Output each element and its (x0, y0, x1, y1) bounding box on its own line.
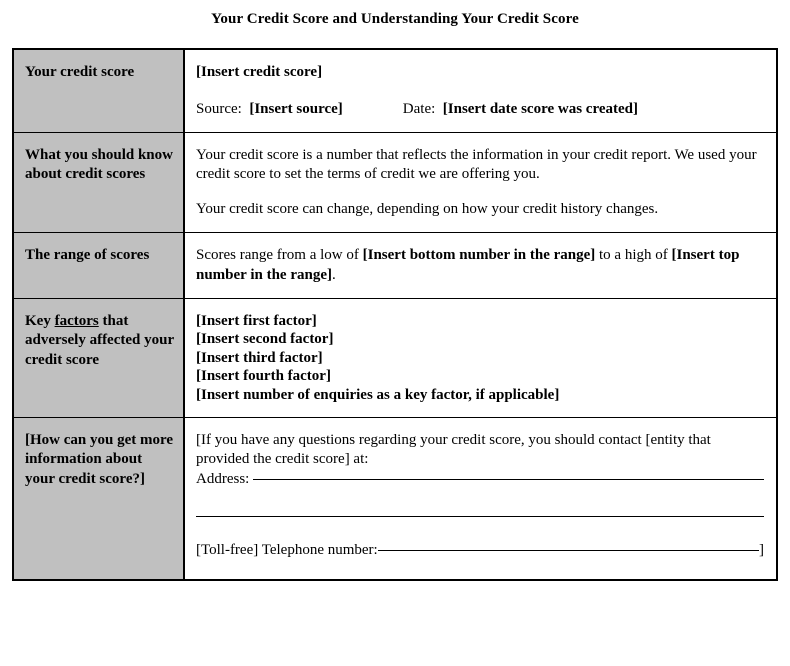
source-label: Source: (196, 100, 250, 117)
range-of-scores-sentence (196, 246, 764, 286)
page-title: Your Credit Score and Understanding Your Credit Score (211, 11, 579, 27)
credit-score-explanation-paragraph: Your credit score is a number that reflects the information in your credit report. We used your credit score to set the terms of credit we are offering you. (196, 146, 757, 183)
source-placeholder: [Insert source] (249, 100, 343, 117)
list-item: [Insert third factor] (196, 349, 323, 366)
row-label-what-you-should-know: What you should know about credit scores (13, 132, 184, 232)
row-label-more-information: [How can you get more information about your credit score?] (13, 417, 184, 580)
telephone-fill-line[interactable] (378, 550, 759, 551)
contact-instruction-text: [If you have any questions regarding your credit score, you should contact [entity that provided the credit score] at: (196, 431, 711, 468)
row-body-your-credit-score (184, 49, 777, 132)
row-body-key-factors (184, 298, 777, 417)
key-factors-label-post: that adversely affected your credit score (25, 312, 174, 368)
source-date-gap (343, 101, 403, 117)
table-row-your-credit-score (13, 49, 777, 132)
table-row-more-information (13, 417, 777, 580)
credit-score-placeholder: [Insert credit score] (196, 64, 323, 80)
range-top-placeholder: [Insert top number in the range] (196, 246, 740, 283)
address-fill-line-2[interactable] (196, 516, 764, 517)
list-item: [Insert second factor] (196, 331, 334, 348)
address-fill-line-1[interactable] (253, 479, 764, 480)
row-body-more-information (184, 417, 777, 580)
credit-score-change-paragraph: Your credit score can change, depending on how your credit history changes. (196, 201, 659, 218)
row-body-range-of-scores (184, 232, 777, 298)
range-end-text: . (331, 266, 336, 283)
range-lead-text: Scores range from a low of (196, 246, 363, 263)
range-mid-text: to a high of (595, 246, 672, 263)
range-bottom-placeholder: [Insert bottom number in the range] (362, 246, 596, 263)
row-body-what-you-should-know (184, 132, 777, 232)
key-factors-label-underlined: factors (54, 312, 99, 329)
list-item: [Insert first factor] (196, 312, 317, 329)
table-row-range-of-scores (13, 232, 777, 298)
row-label-range-of-scores: The range of scores (13, 232, 184, 298)
address-label: Address: (196, 471, 254, 488)
date-placeholder: [Insert date score was created] (442, 100, 638, 117)
credit-score-table (12, 48, 778, 581)
row-label-key-factors (13, 298, 184, 417)
key-factors-label-pre: Key (25, 312, 55, 329)
date-label: Date: (402, 100, 443, 117)
telephone-label: [Toll-free] Telephone number: (196, 541, 378, 558)
telephone-field-row (196, 541, 764, 561)
list-item: [Insert fourth factor] (196, 368, 331, 385)
source-and-date-line (196, 100, 764, 120)
table-row-what-you-should-know (13, 132, 777, 232)
telephone-closing-bracket: ] (759, 541, 764, 558)
row-label-your-credit-score: Your credit score (13, 49, 184, 132)
address-field-row (196, 470, 764, 490)
key-factors-list (196, 312, 764, 405)
table-row-key-factors (13, 298, 777, 417)
list-item: [Insert number of enquiries as a key factor, if applicable] (196, 386, 560, 403)
